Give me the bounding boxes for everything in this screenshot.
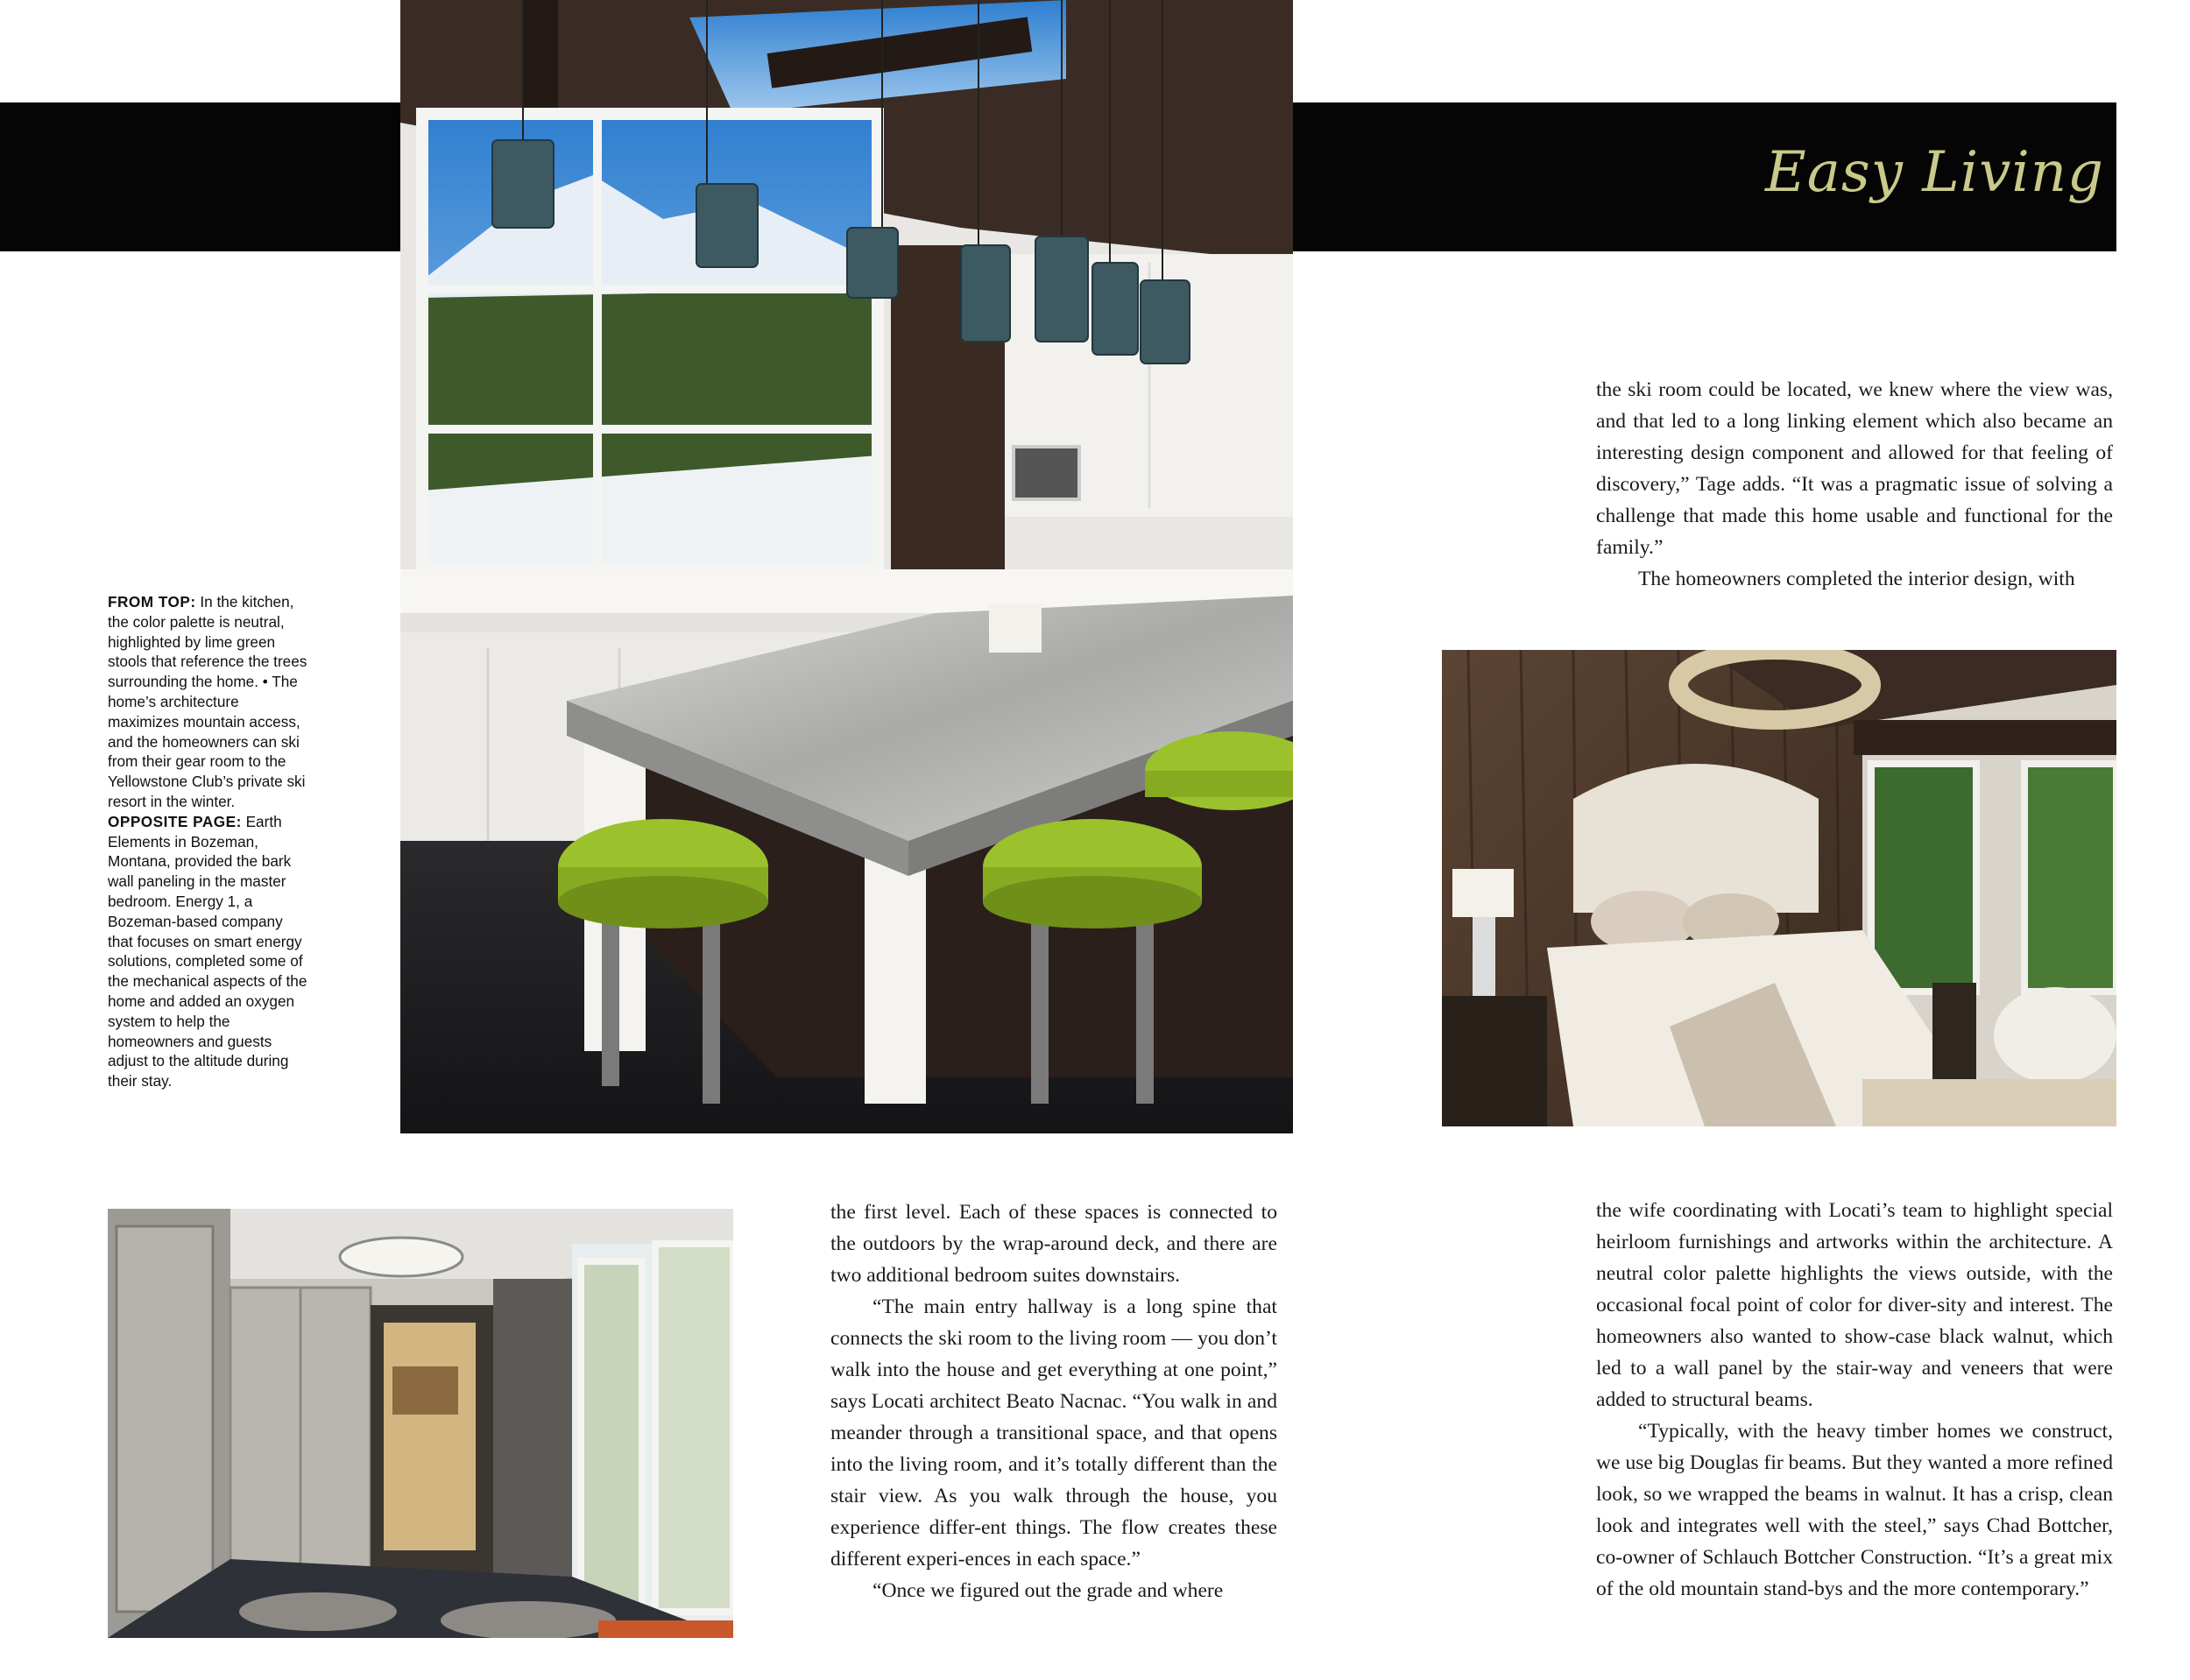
header-band-left [0, 102, 403, 251]
article-column-middle [830, 1196, 1277, 1606]
caption-text-from-top: In the kitchen, the color palette is neutral, highlighted by lime green stools that reference the trees surrounding the home. • The home’s architecture maximizes mountain access, and the homeowners can ski from their gear room to the Yellowstone Club’s private ski resort in the winter. [108, 593, 307, 810]
caption-lead-from-top: FROM TOP: [108, 593, 196, 611]
article-paragraph: the first level. Each of these spaces is connected to the outdoors by the wrap-around deck, and there are two additional bedroom suites downstairs. [830, 1201, 1277, 1287]
article-paragraph: the wife coordinating with Locati’s team to highlight special heirloom furnishings and artworks within the architecture. A neutral color palette highlights the views outside, with the occasional focal point of color for diver-sity and interest. The homeowners also wanted to show-case black walnut, which led to a wall panel by the stair-way and veneers that were added to structural beams. [1596, 1199, 2113, 1411]
bedroom-photo [1442, 650, 2116, 1126]
caption-lead-opposite-page: OPPOSITE PAGE: [108, 812, 242, 830]
article-column-top-right [1596, 374, 2113, 595]
caption-text-opposite-page: Earth Elements in Bozeman, Montana, provided the bark wall paneling in the master bedroom. Energy 1, a Bozeman-based company that focuses on smart energy solutions, completed some of the mechanical aspects of the home and added an oxygen system to help the homeowners and guests adjust to the altitude during their stay. [108, 812, 307, 1091]
article-paragraph: The homeowners completed the interior design, with [1638, 568, 2075, 590]
photo-caption [108, 592, 309, 1091]
article-paragraph: “Once we figured out the grade and where [872, 1579, 1224, 1602]
kitchen-photo [400, 0, 1293, 1133]
article-column-bottom-right [1596, 1195, 2113, 1605]
article-paragraph: the ski room could be located, we knew where the view was, and that led to a long linking element which also became an interesting design component and allowed for that feeling of discovery,” Tage adds. “It was a pragmatic issue of solving a challenge that made this home usable and functional for the family.” [1596, 378, 2113, 559]
hallway-photo [108, 1209, 733, 1638]
section-title: Easy Living [1765, 140, 2104, 205]
article-paragraph: “The main entry hallway is a long spine that connects the ski room to the living room — you don’t walk into the house and get everything at one point,” says Locati architect Beato Nacnac. “You walk in and meander through a transitional space, and that opens into the living room, and it’s totally different than the stair view. As you walk through the house, you experience differ-ent things. The flow creates these different experi-ences in each space.” [830, 1295, 1277, 1571]
article-paragraph: “Typically, with the heavy timber homes we construct, we use big Douglas fir beams. But they wanted a more refined look, so we wrapped the beams in walnut. It has a crisp, clean look and integrates well with the steel,” says Chad Bottcher, co-owner of Schlauch Bottcher Construction. “It’s a great mix of the old mountain stand-bys and the more contemporary.” [1596, 1420, 2113, 1600]
